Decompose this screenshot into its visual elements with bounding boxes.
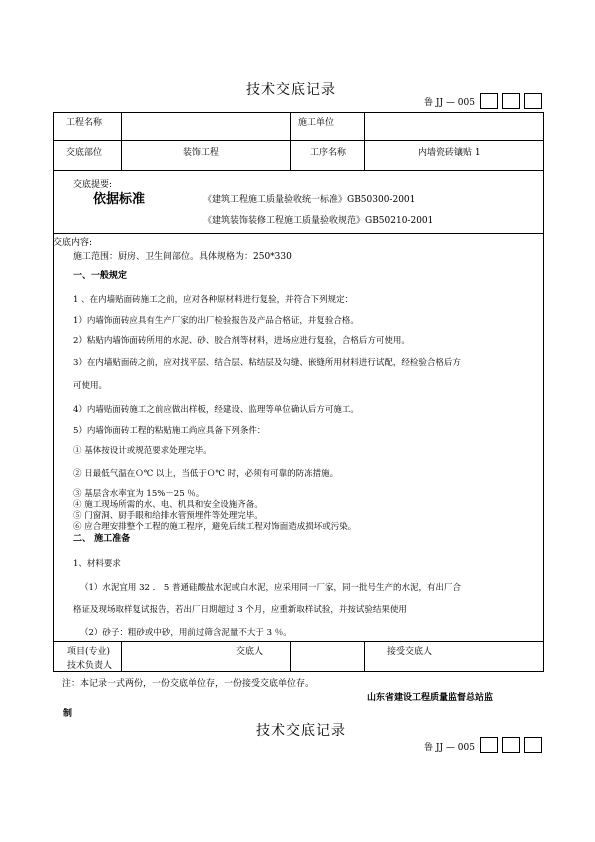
material-1b: 格证及现场取样复试报告，若出厂日期超过 3 个月，应重新取样试验，并按试验结果使用 (73, 605, 407, 615)
basis-standard-2: 《建筑装饰装修工程施工质量验收规范》GB50210-2001 (203, 216, 434, 226)
materials-heading: 1、材料要求 (73, 559, 121, 569)
summary-label: 交底提要: (73, 180, 113, 190)
material-2: （2）砂子：粗砂或中砂，用前过筛含泥量不大于 3 ％。 (80, 628, 292, 638)
material-1a: （1）水泥宜用 32 ． 5 普通硅酸盐水泥或白水泥，应采用同一厂家，同一批号生产的水泥，有出厂合 (80, 583, 461, 593)
issuer-line-2: 制 (63, 709, 73, 719)
basis-standard-1: 《建筑工程施工质量验收统一标准》GB50300-2001 (203, 195, 416, 205)
issuer-line-1: 山东省建设工程质量监督总站监 (367, 693, 494, 703)
scope-text: 施工范围：厨房、卫生间部位。具体规格为：250*330 (73, 252, 292, 262)
code-box-2-1 (480, 737, 498, 753)
page-title: 技术交底记录 (246, 82, 336, 98)
record-code: 鲁 JJ — 005 (424, 98, 475, 108)
part-label: 交底部位 (66, 148, 103, 158)
part-value: 装饰工程 (183, 148, 220, 158)
condition-5: ⑤ 门窗洞、厨手眼和给排水管预埋件等处理完毕。 (73, 511, 263, 521)
receiver-label: 接受交底人 (387, 647, 433, 657)
tech-lead-label-line1: 项目(专业) (67, 647, 111, 657)
condition-6: ⑥ 应合理安排整个工程的施工程序，避免后续工程对饰面造成损坏或污染。 (73, 522, 357, 532)
condition-2: ② 日最低气温在Ｏ℃ 以上，当低于Ｏ℃ 时，必须有可靠的防冻措施。 (73, 469, 339, 479)
content-label: 交底内容: (53, 238, 93, 248)
condition-4: ④ 施工现场所需的水、电、机具和安全设施齐备。 (73, 500, 263, 510)
handover-label: 交底人 (236, 647, 264, 657)
code-box-2-2 (502, 737, 520, 753)
code-box-2 (502, 93, 520, 109)
paragraph-4b: 可使用。 (73, 381, 108, 391)
code-box-1 (480, 93, 498, 109)
code-box-3 (524, 93, 542, 109)
paragraph-6: 5）内墙饰面砖工程的粘贴施工尚应具备下列条件： (73, 426, 266, 436)
process-value: 内墙瓷砖镶贴 1 (418, 148, 481, 158)
paragraph-4a: 3）在内墙贴面砖之前，应对找平层、结合层、粘结层及勾缝、嵌缝所用材料进行试配，经检验合格后方 (73, 358, 461, 368)
paragraph-3: 2）粘贴内墙饰面砖所用的水泥、砂、胶合剂等材料，进场应进行复验，合格后方可使用。 (73, 336, 410, 346)
section-1-title: 一、一般规定 (73, 271, 128, 281)
record-note: 注：本记录一式两份，一份交底单位存，一份接受交底单位存。 (62, 679, 315, 689)
record-code-2: 鲁 JJ — 005 (424, 743, 475, 753)
tech-lead-label-line2: 技术负责人 (67, 661, 113, 671)
page-title-2: 技术交底记录 (256, 723, 346, 739)
condition-3: ③ 基层含水率宜为 15%－25 ％。 (73, 489, 205, 499)
paragraph-2: 1）内墙饰面砖应具有生产厂家的出厂检验报告及产品合格证，并复验合格。 (73, 316, 359, 326)
construction-unit-label: 施工单位 (298, 118, 335, 128)
project-name-label: 工程名称 (66, 118, 103, 128)
paragraph-5: 4）内墙贴面砖施工之前应做出样板，经建设、监理等单位确认后方可施工。 (73, 405, 359, 415)
basis-heading: 依据标准 (93, 192, 146, 207)
section-2-title: 二、 施工准备 (73, 534, 131, 544)
code-box-2-3 (524, 737, 542, 753)
condition-1: ① 基体按设计或规范要求处理完毕。 (73, 446, 212, 456)
process-label: 工序名称 (310, 148, 347, 158)
paragraph-1: 1 、在内墙贴面砖施工之前，应对各种原材料进行复验，并符合下列规定： (73, 295, 354, 305)
